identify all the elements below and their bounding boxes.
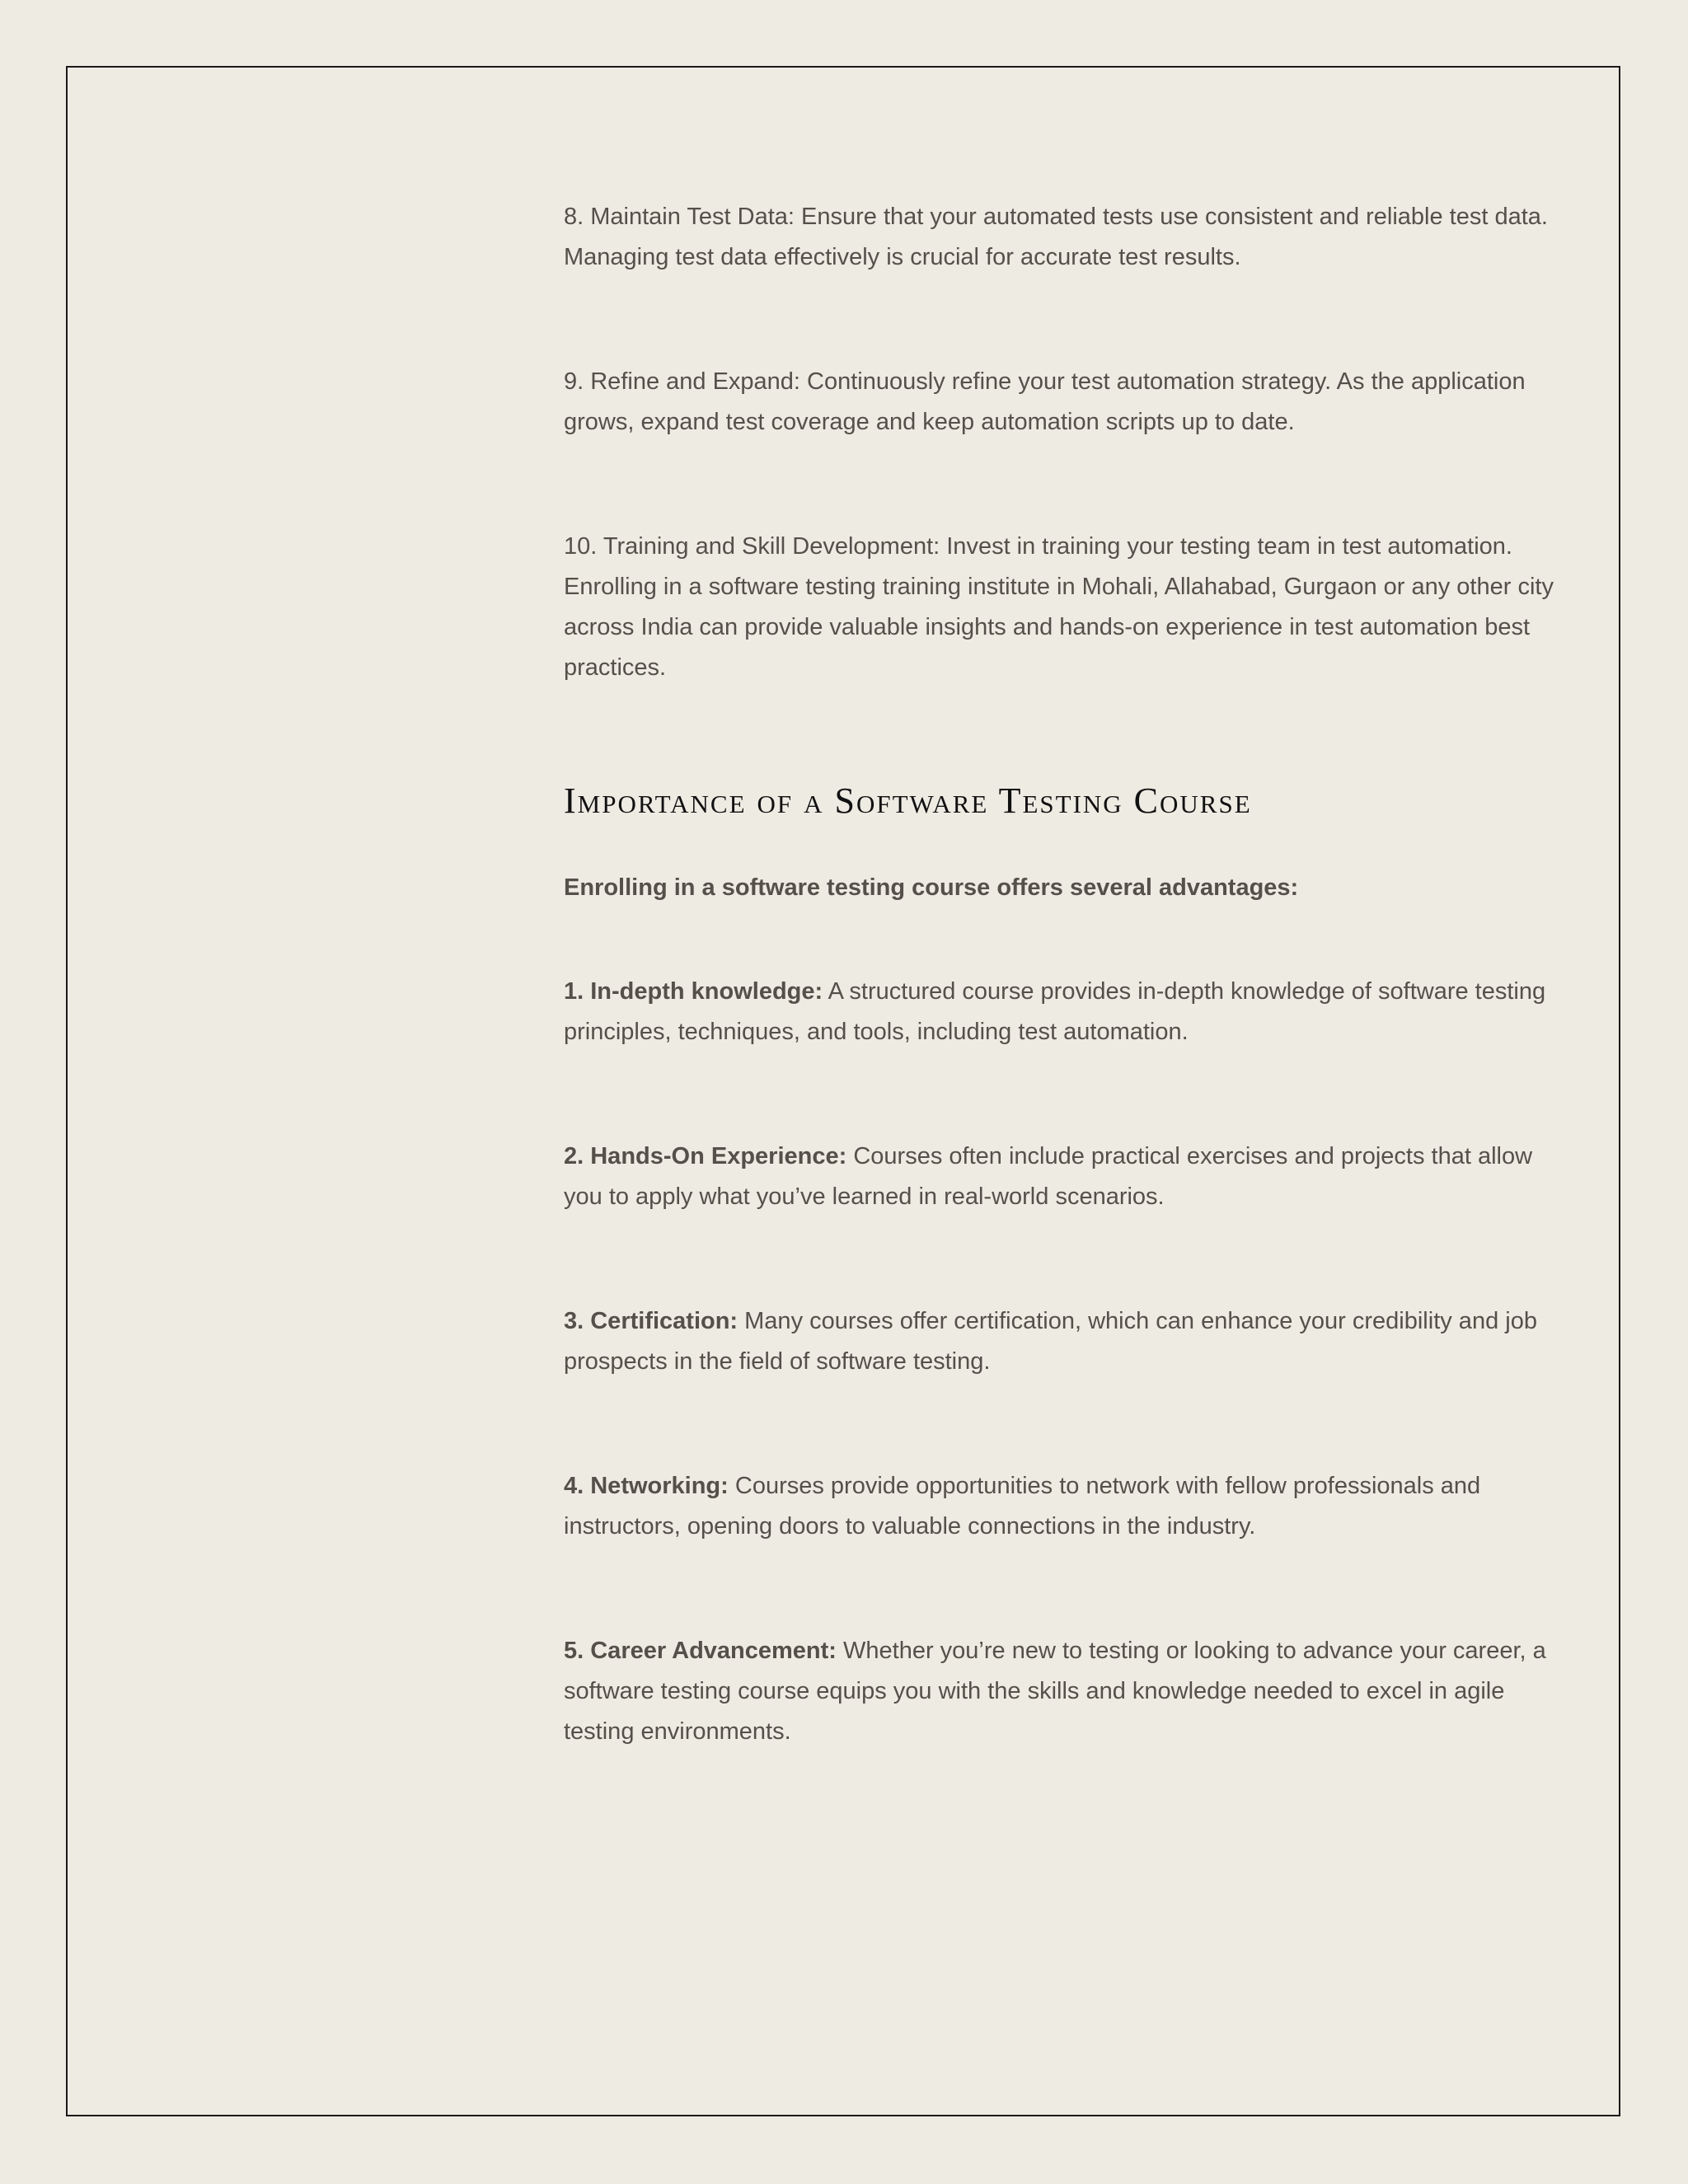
advantage-career-advancement — [564, 1631, 1561, 1752]
advantage-text: Courses provide opportunities to network with fellow professionals and instructors, opening doors to valuable connections in the industry. — [564, 1473, 1481, 1540]
section-heading: Importance of a Software Testing Course — [564, 780, 1252, 821]
advantage-text: Courses often include practical exercises and projects that allow you to apply what you’ve learned in real-world scenarios. — [564, 1143, 1533, 1210]
step-maintain-test-data: 8. Maintain Test Data: Ensure that your automated tests use consistent and reliable test data. Managing test data effectively is crucial for accurate test results. — [564, 204, 1548, 270]
advantage-label: 3. Certification: — [564, 1308, 738, 1334]
page-frame — [66, 66, 1620, 2116]
advantage-text: A structured course provides in-depth knowledge of software testing principles, techniques, and tools, including test automation. — [564, 978, 1546, 1045]
advantage-certification — [564, 1301, 1561, 1382]
advantage-label: 2. Hands-On Experience: — [564, 1143, 847, 1169]
advantage-in-depth-knowledge — [564, 972, 1561, 1052]
advantage-label: 5. Career Advancement: — [564, 1638, 837, 1664]
advantage-label: 4. Networking: — [564, 1473, 729, 1499]
step-refine-and-expand: 9. Refine and Expand: Continuously refine your test automation strategy. As the application grows, expand test coverage and keep automation scripts up to date. — [564, 368, 1526, 435]
step-training-skill-development: 10. Training and Skill Development: Invest in training your testing team in test automation. Enrolling in a software testing training institute in Mohali, Allahabad, Gurgaon or any other city across India can provide valuable insights and hands-on experience in test automation best practices. — [564, 533, 1554, 681]
section-intro: Enrolling in a software testing course offers several advantages: — [564, 874, 1299, 901]
advantage-text: Many courses offer certification, which can enhance your credibility and job prospects in the field of software testing. — [564, 1308, 1537, 1375]
advantage-networking — [564, 1466, 1561, 1547]
advantage-text: Whether you’re new to testing or looking to advance your career, a software testing course equips you with the skills and knowledge needed to excel in agile testing environments. — [564, 1638, 1546, 1745]
advantage-hands-on-experience — [564, 1137, 1561, 1217]
advantage-label: 1. In-depth knowledge: — [564, 978, 823, 1005]
